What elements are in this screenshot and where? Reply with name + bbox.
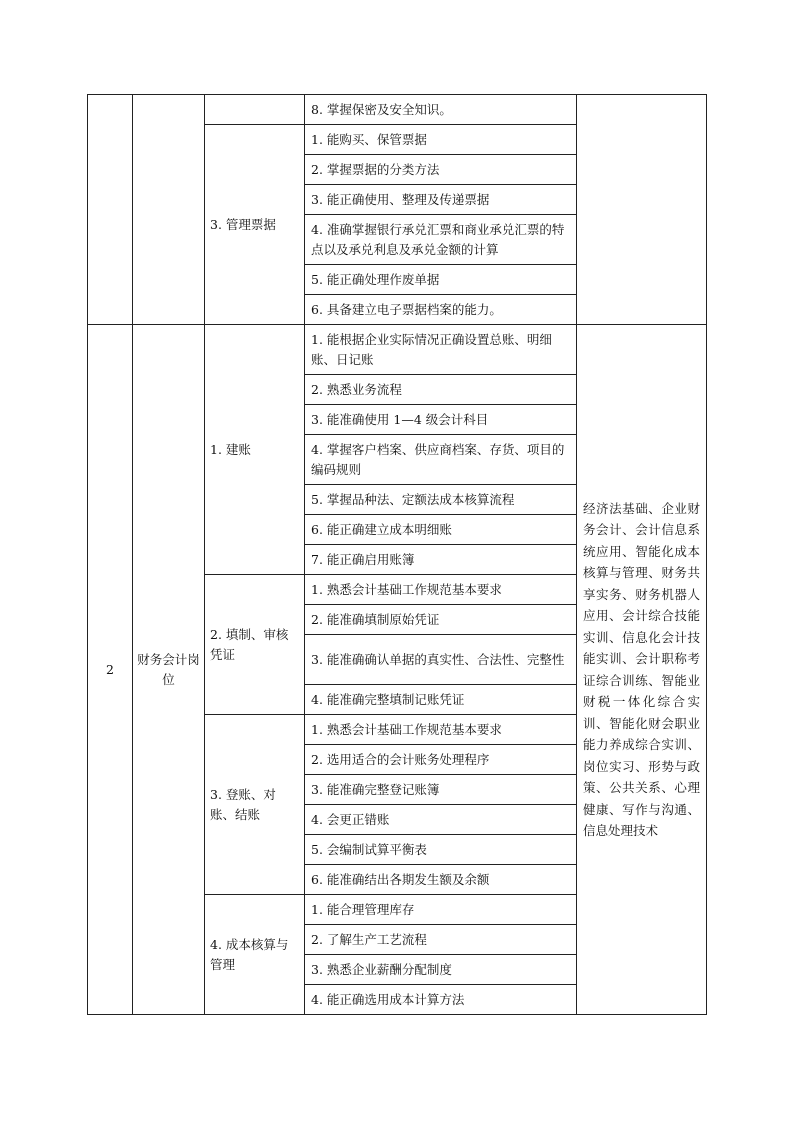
- requirement-item: 3. 能准确完整登记账簿: [305, 775, 577, 805]
- requirement-item: 1. 能合理管理库存: [305, 895, 577, 925]
- requirement-item: 5. 掌握品种法、定额法成本核算流程: [305, 485, 577, 515]
- training-requirements-table: [87, 94, 707, 1015]
- requirement-item: 2. 掌握票据的分类方法: [305, 155, 577, 185]
- requirement-item: 3. 熟悉企业薪酬分配制度: [305, 955, 577, 985]
- course-list: 经济法基础、企业财务会计、会计信息系统应用、智能化成本核算与管理、财务共享实务、财务机器人应用、会计综合技能实训、信息化会计技能实训、会计职称考证综合训练、智能业财税一体化综合实训、智能化财会职业能力养成综合实训、岗位实习、形势与政策、公共关系、心理健康、写作与沟通、信息处理技术: [577, 325, 707, 1015]
- task-cell: 2. 填制、审核凭证: [205, 575, 305, 715]
- task-cell: 4. 成本核算与管理: [205, 895, 305, 1015]
- requirement-item: 2. 熟悉业务流程: [305, 375, 577, 405]
- continued-task-cell: [205, 95, 305, 125]
- requirement-item: 5. 能正确处理作废单据: [305, 265, 577, 295]
- continued-post-cell: [133, 95, 205, 325]
- requirement-item: 1. 能根据企业实际情况正确设置总账、明细账、日记账: [305, 325, 577, 375]
- requirement-item: 4. 掌握客户档案、供应商档案、存货、项目的编码规则: [305, 435, 577, 485]
- task-cell: 3. 管理票据: [205, 125, 305, 325]
- requirement-item: 1. 熟悉会计基础工作规范基本要求: [305, 715, 577, 745]
- requirement-item: 1. 能购买、保管票据: [305, 125, 577, 155]
- requirement-item: 7. 能正确启用账簿: [305, 545, 577, 575]
- requirement-item: 3. 能准确使用 1—4 级会计科目: [305, 405, 577, 435]
- requirement-item: 4. 会更正错账: [305, 805, 577, 835]
- task-cell: 1. 建账: [205, 325, 305, 575]
- requirement-item: 6. 能准确结出各期发生额及余额: [305, 865, 577, 895]
- section-number: 2: [88, 325, 133, 1015]
- requirement-item: 8. 掌握保密及安全知识。: [305, 95, 577, 125]
- requirement-item: 4. 能正确选用成本计算方法: [305, 985, 577, 1015]
- requirement-item: 5. 会编制试算平衡表: [305, 835, 577, 865]
- requirement-item: 2. 选用适合的会计账务处理程序: [305, 745, 577, 775]
- task-cell: 3. 登账、对账、结账: [205, 715, 305, 895]
- requirement-item: 1. 熟悉会计基础工作规范基本要求: [305, 575, 577, 605]
- continued-course-cell: [577, 95, 707, 325]
- requirement-item: 3. 能正确使用、整理及传递票据: [305, 185, 577, 215]
- requirement-item: 4. 准确掌握银行承兑汇票和商业承兑汇票的特点以及承兑利息及承兑金额的计算: [305, 215, 577, 265]
- requirement-item: 6. 能正确建立成本明细账: [305, 515, 577, 545]
- requirement-item: 6. 具备建立电子票据档案的能力。: [305, 295, 577, 325]
- requirement-item: 4. 能准确完整填制记账凭证: [305, 685, 577, 715]
- continued-number-cell: [88, 95, 133, 325]
- requirement-item: 2. 能准确填制原始凭证: [305, 605, 577, 635]
- requirement-item: 3. 能准确确认单据的真实性、合法性、完整性: [305, 635, 577, 685]
- post-name: 财务会计岗位: [133, 325, 205, 1015]
- requirement-item: 2. 了解生产工艺流程: [305, 925, 577, 955]
